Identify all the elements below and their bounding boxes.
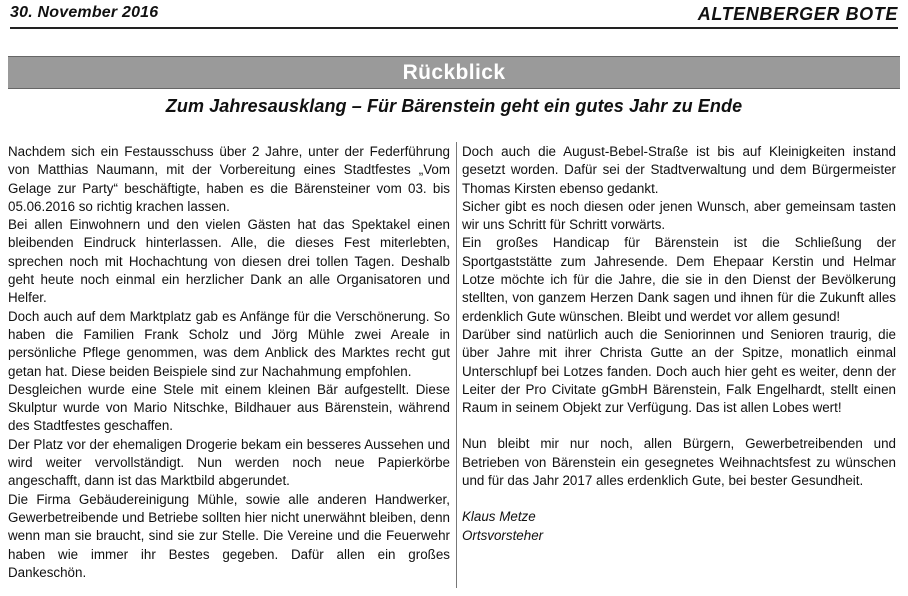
- paragraph: Nun bleibt mir nur noch, allen Bürgern, Gewerbetreibenden und Betrieben von Bärenstein ein gesegnetes Weihnachtsfest zu wünschen und für das Jahr 2017 alles erdenklich Gute, bei bester Gesundheit.: [462, 436, 896, 489]
- author-role: Ortsvorsteher: [462, 527, 544, 543]
- article-column-left: [8, 143, 450, 582]
- paragraph: Sicher gibt es noch diesen oder jenen Wunsch, aber gemeinsam tasten wir uns Schritt für Schritt vorwärts.: [462, 198, 896, 233]
- paragraph: Nachdem sich ein Festausschuss über 2 Jahre, unter der Federführung von Matthias Naumann, mit der Vorbereitung eines Stadtfestes „Vom Gelage zur Party“ beschäftigte, haben es die Bärensteiner vom 03. bis 05.06.2016 so richtig krachen lassen.: [8, 144, 450, 214]
- issue-date: 30. November 2016: [10, 4, 159, 21]
- section-banner: [8, 56, 900, 89]
- paragraph: Doch auch auf dem Marktplatz gab es Anfänge für die Verschönerung. So haben die Familien Frank Scholz und Jörg Mühle zwei Areale in persönliche Pflege genommen, was dem Anblick des Marktes recht gut getan hat. Diese beiden Beispiele sind zur Nachahmung empfohlen.: [8, 308, 450, 379]
- column-divider: [456, 142, 457, 588]
- paragraph: Darüber sind natürlich auch die Seniorinnen und Senioren traurig, die über Jahre mit ihrer Christa Gutte an der Spitze, monatlich einmal Unterschlupf bei Lotzes fanden. Doch auch hier geht es weiter, denn der Leiter der Pro Civitate gGmbH Bärenstein, Falk Engelhardt, stellt einen Raum in seinem Objekt zur Verfügung. Das ist allen Lobes wert!: [462, 326, 896, 416]
- author-name: Klaus Metze: [462, 509, 536, 525]
- article-headline: Zum Jahresausklang – Für Bärenstein geht ein gutes Jahr zu Ende: [165, 96, 743, 116]
- page-header: [10, 4, 898, 26]
- paragraph-gap: [462, 417, 896, 435]
- paragraph: Die Firma Gebäudereinigung Mühle, sowie alle anderen Handwerker, Gewerbetreibende und Betriebe sollten hier nicht unerwähnt bleiben, denn wenn man sie braucht, sind sie zur Stelle. Die Vereine und die Feuerwehr haben wie immer ihr Bestes gegeben. Dafür allen ein großes Dankeschön.: [8, 491, 450, 580]
- section-title: Rückblick: [402, 61, 506, 84]
- paragraph: Doch auch die August-Bebel-Straße ist bis auf Kleinigkeiten instand gesetzt worden. Dafür sei der Stadtverwaltung und dem Bürgermeister Thomas Kirsten ebenso gedankt.: [462, 144, 896, 196]
- header-rule: [10, 27, 898, 29]
- newspaper-name: ALTENBERGER BOTE: [697, 4, 898, 24]
- paragraph: Ein großes Handicap für Bärenstein ist die Schließung der Sportgaststätte zum Jahresende. Dem Ehepaar Kerstin und Helmar Lotze möchte ich für die Jahre, die sie in den Dienst der Bevölkerung stellten, von ganzem Herzen Dank sagen und ihnen für die Zukunft alles erdenklich Gute wünschen. Bleibt und werdet vor allem gesund!: [462, 235, 896, 324]
- paragraph: Der Platz vor der ehemaligen Drogerie bekam ein besseres Aussehen und wird weiter vervollständigt. Nun werden noch neue Papierkörbe angeschafft, dann ist das Marktbild abgerundet.: [8, 436, 450, 489]
- paragraph-gap: [462, 490, 896, 508]
- paragraph: Desgleichen wurde eine Stele mit einem kleinen Bär aufgestellt. Diese Skulptur wurde von Mario Nitschke, Bildhauer aus Bärenstein, während des Stadtfestes geschaffen.: [8, 381, 450, 434]
- article-column-right: [462, 143, 896, 545]
- paragraph: Bei allen Einwohnern und den vielen Gästen hat das Spektakel einen bleibenden Eindruck hinterlassen. Alle, die dieses Fest miterlebten, sprechen noch mit Hochachtung von diesen drei tollen Tagen. Deshalb geht heute noch einmal ein herzlicher Dank an alle Organisatoren und Helfer.: [8, 217, 450, 306]
